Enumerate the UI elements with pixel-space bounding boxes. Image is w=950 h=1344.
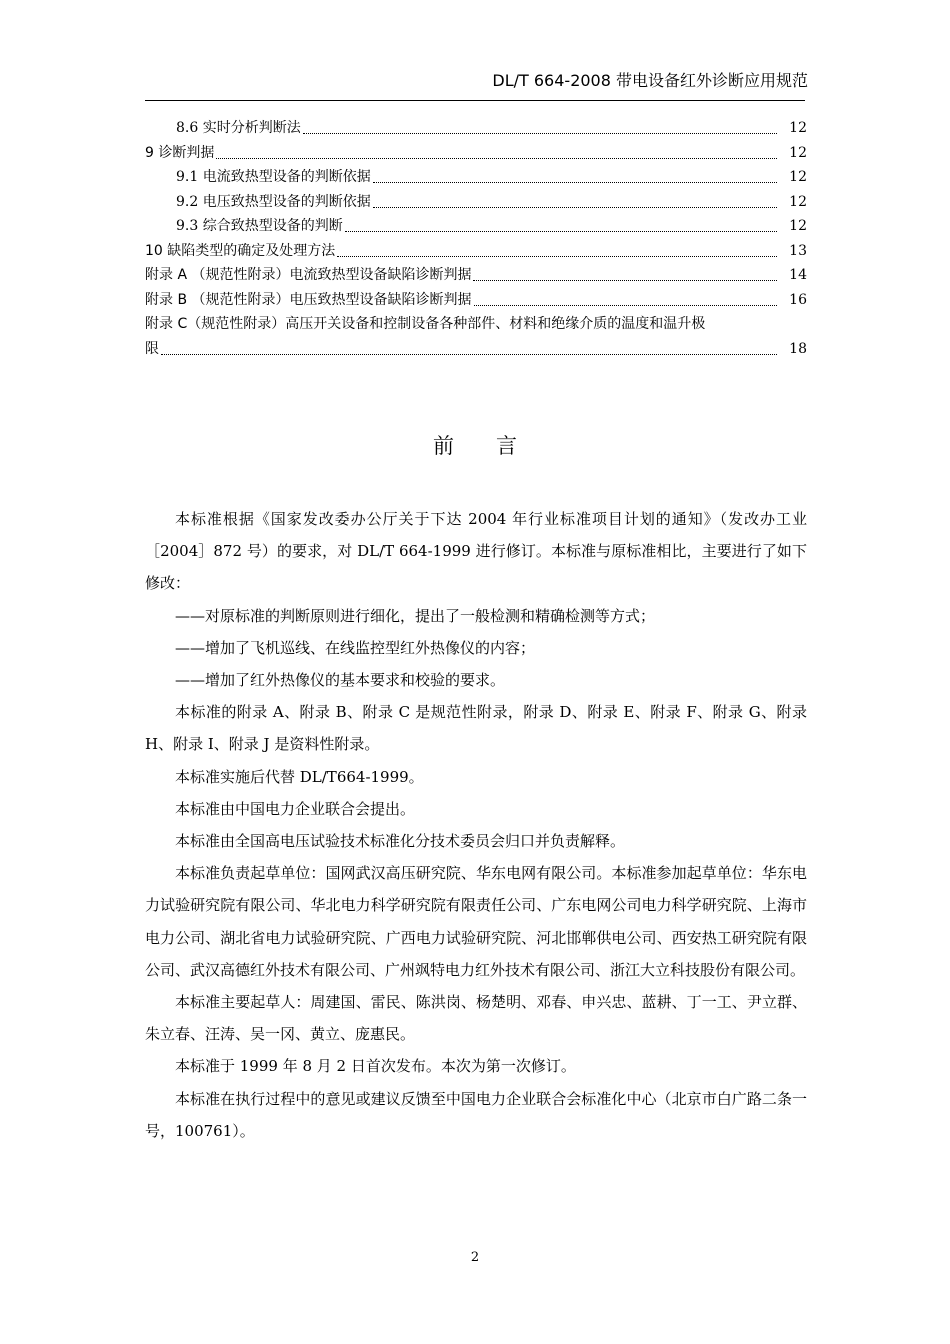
toc-entry-label: 附录 B （规范性附录）电压致热型设备缺陷诊断判据 [145,291,472,308]
toc-leader-dots [474,304,777,306]
toc-entry-label: 8.6 实时分析判断法 [176,120,301,136]
toc-entry-page: 12 [789,193,807,210]
toc-leader-dots [473,279,777,281]
paragraph: 本标准负责起草单位：国网武汉高压研究院、华东电网有限公司。本标准参加起草单位：华东电力试验研究院有限公司、华北电力科学研究院有限责任公司、广东电网公司电力科学研究院、上海市电力公司、湖北省电力试验研究院、广西电力试验研究院、河北邯郸供电公司、西安热工研究院有限公司、武汉高德红外技术有限公司、广州飒特电力红外技术有限公司、浙江大立科技股份有限公司。 [145,864,807,979]
toc-entry-label: 9.1 电流致热型设备的判断依据 [176,169,371,185]
list-item: ——增加了红外热像仪的基本要求和校验的要求。 [175,671,506,690]
toc-leader-dots [216,157,777,159]
foreword-title: 前言 [433,434,559,458]
toc-entry-page: 12 [789,218,807,234]
toc-entry[interactable] [145,116,807,141]
toc-leader-dots [373,206,777,208]
toc-entry[interactable] [145,337,807,362]
toc-entry[interactable] [145,190,807,215]
toc-entry-page: 18 [789,340,807,357]
toc-entry-page: 13 [789,242,807,259]
toc-entry-label-line2: 限 [145,340,159,357]
toc-entry[interactable] [145,288,807,313]
toc-entry-page: 14 [789,267,807,283]
toc-leader-dots [337,255,777,257]
document-header: DL/T 664-2008 带电设备红外诊断应用规范 [492,71,808,90]
paragraph: 本标准于 1999 年 8 月 2 日首次发布。本次为第一次修订。 [175,1057,576,1076]
toc-entry[interactable] [145,165,807,190]
toc-entry-label-line1[interactable]: 附录 C（规范性附录）高压开关设备和控制设备各种部件、材料和绝缘介质的温度和温升极 [145,316,706,332]
paragraph: 本标准的附录 A、附录 B、附录 C 是规范性附录，附录 D、附录 E、附录 F、附录 G、附录 H、附录 I、附录 J 是资料性附录。 [145,703,807,754]
toc-entry-label: 9.2 电压致热型设备的判断依据 [176,193,371,210]
page-number: 2 [470,1250,480,1265]
toc-entry-page: 12 [789,144,807,161]
toc-entry[interactable] [145,214,807,239]
toc-entry-page: 12 [789,169,807,185]
paragraph: 本标准由全国高电压试验技术标准化分技术委员会归口并负责解释。 [175,832,626,851]
list-item: ——增加了飞机巡线、在线监控型红外热像仪的内容； [175,638,536,657]
paragraph: 本标准在执行过程中的意见或建议反馈至中国电力企业联合会标准化中心（北京市白广路二条一号，100761）。 [145,1089,807,1140]
toc-leader-dots [161,353,777,355]
toc-entry[interactable] [145,263,807,288]
toc-entry-page: 12 [789,120,807,136]
toc-entry[interactable] [145,141,807,166]
paragraph: 本标准实施后代替 DL/T664-1999。 [175,767,424,786]
paragraph: 本标准由中国电力企业联合会提出。 [175,799,416,818]
toc-leader-dots [303,132,777,134]
list-item: ——对原标准的判断原则进行细化，提出了一般检测和精确检测等方式； [175,606,656,625]
toc-leader-dots [345,230,777,232]
paragraph: 本标准根据《国家发改委办公厅关于下达 2004 年行业标准项目计划的通知》（发改办工业［2004］872 号）的要求，对 DL/T 664-1999 进行修订。本标准与原标准相比，主要进行了如下修改： [145,510,807,593]
toc-entry-label: 10 缺陷类型的确定及处理方法 [145,242,336,259]
header-divider [145,100,805,101]
paragraph: 本标准主要起草人：周建国、雷民、陈洪岗、杨楚明、邓春、申兴忠、蓝耕、丁一工、尹立群、朱立春、汪涛、吴一冈、黄立、庞惠民。 [145,993,807,1044]
table-of-contents [145,116,807,361]
toc-entry-label: 附录 A （规范性附录）电流致热型设备缺陷诊断判据 [145,267,472,283]
toc-entry-label: 9 诊断判据 [145,144,215,161]
foreword-body [145,503,807,1147]
toc-entry-page: 16 [789,291,807,308]
toc-leader-dots [373,181,777,183]
toc-entry[interactable] [145,239,807,264]
toc-entry-label: 9.3 综合致热型设备的判断 [176,218,343,234]
